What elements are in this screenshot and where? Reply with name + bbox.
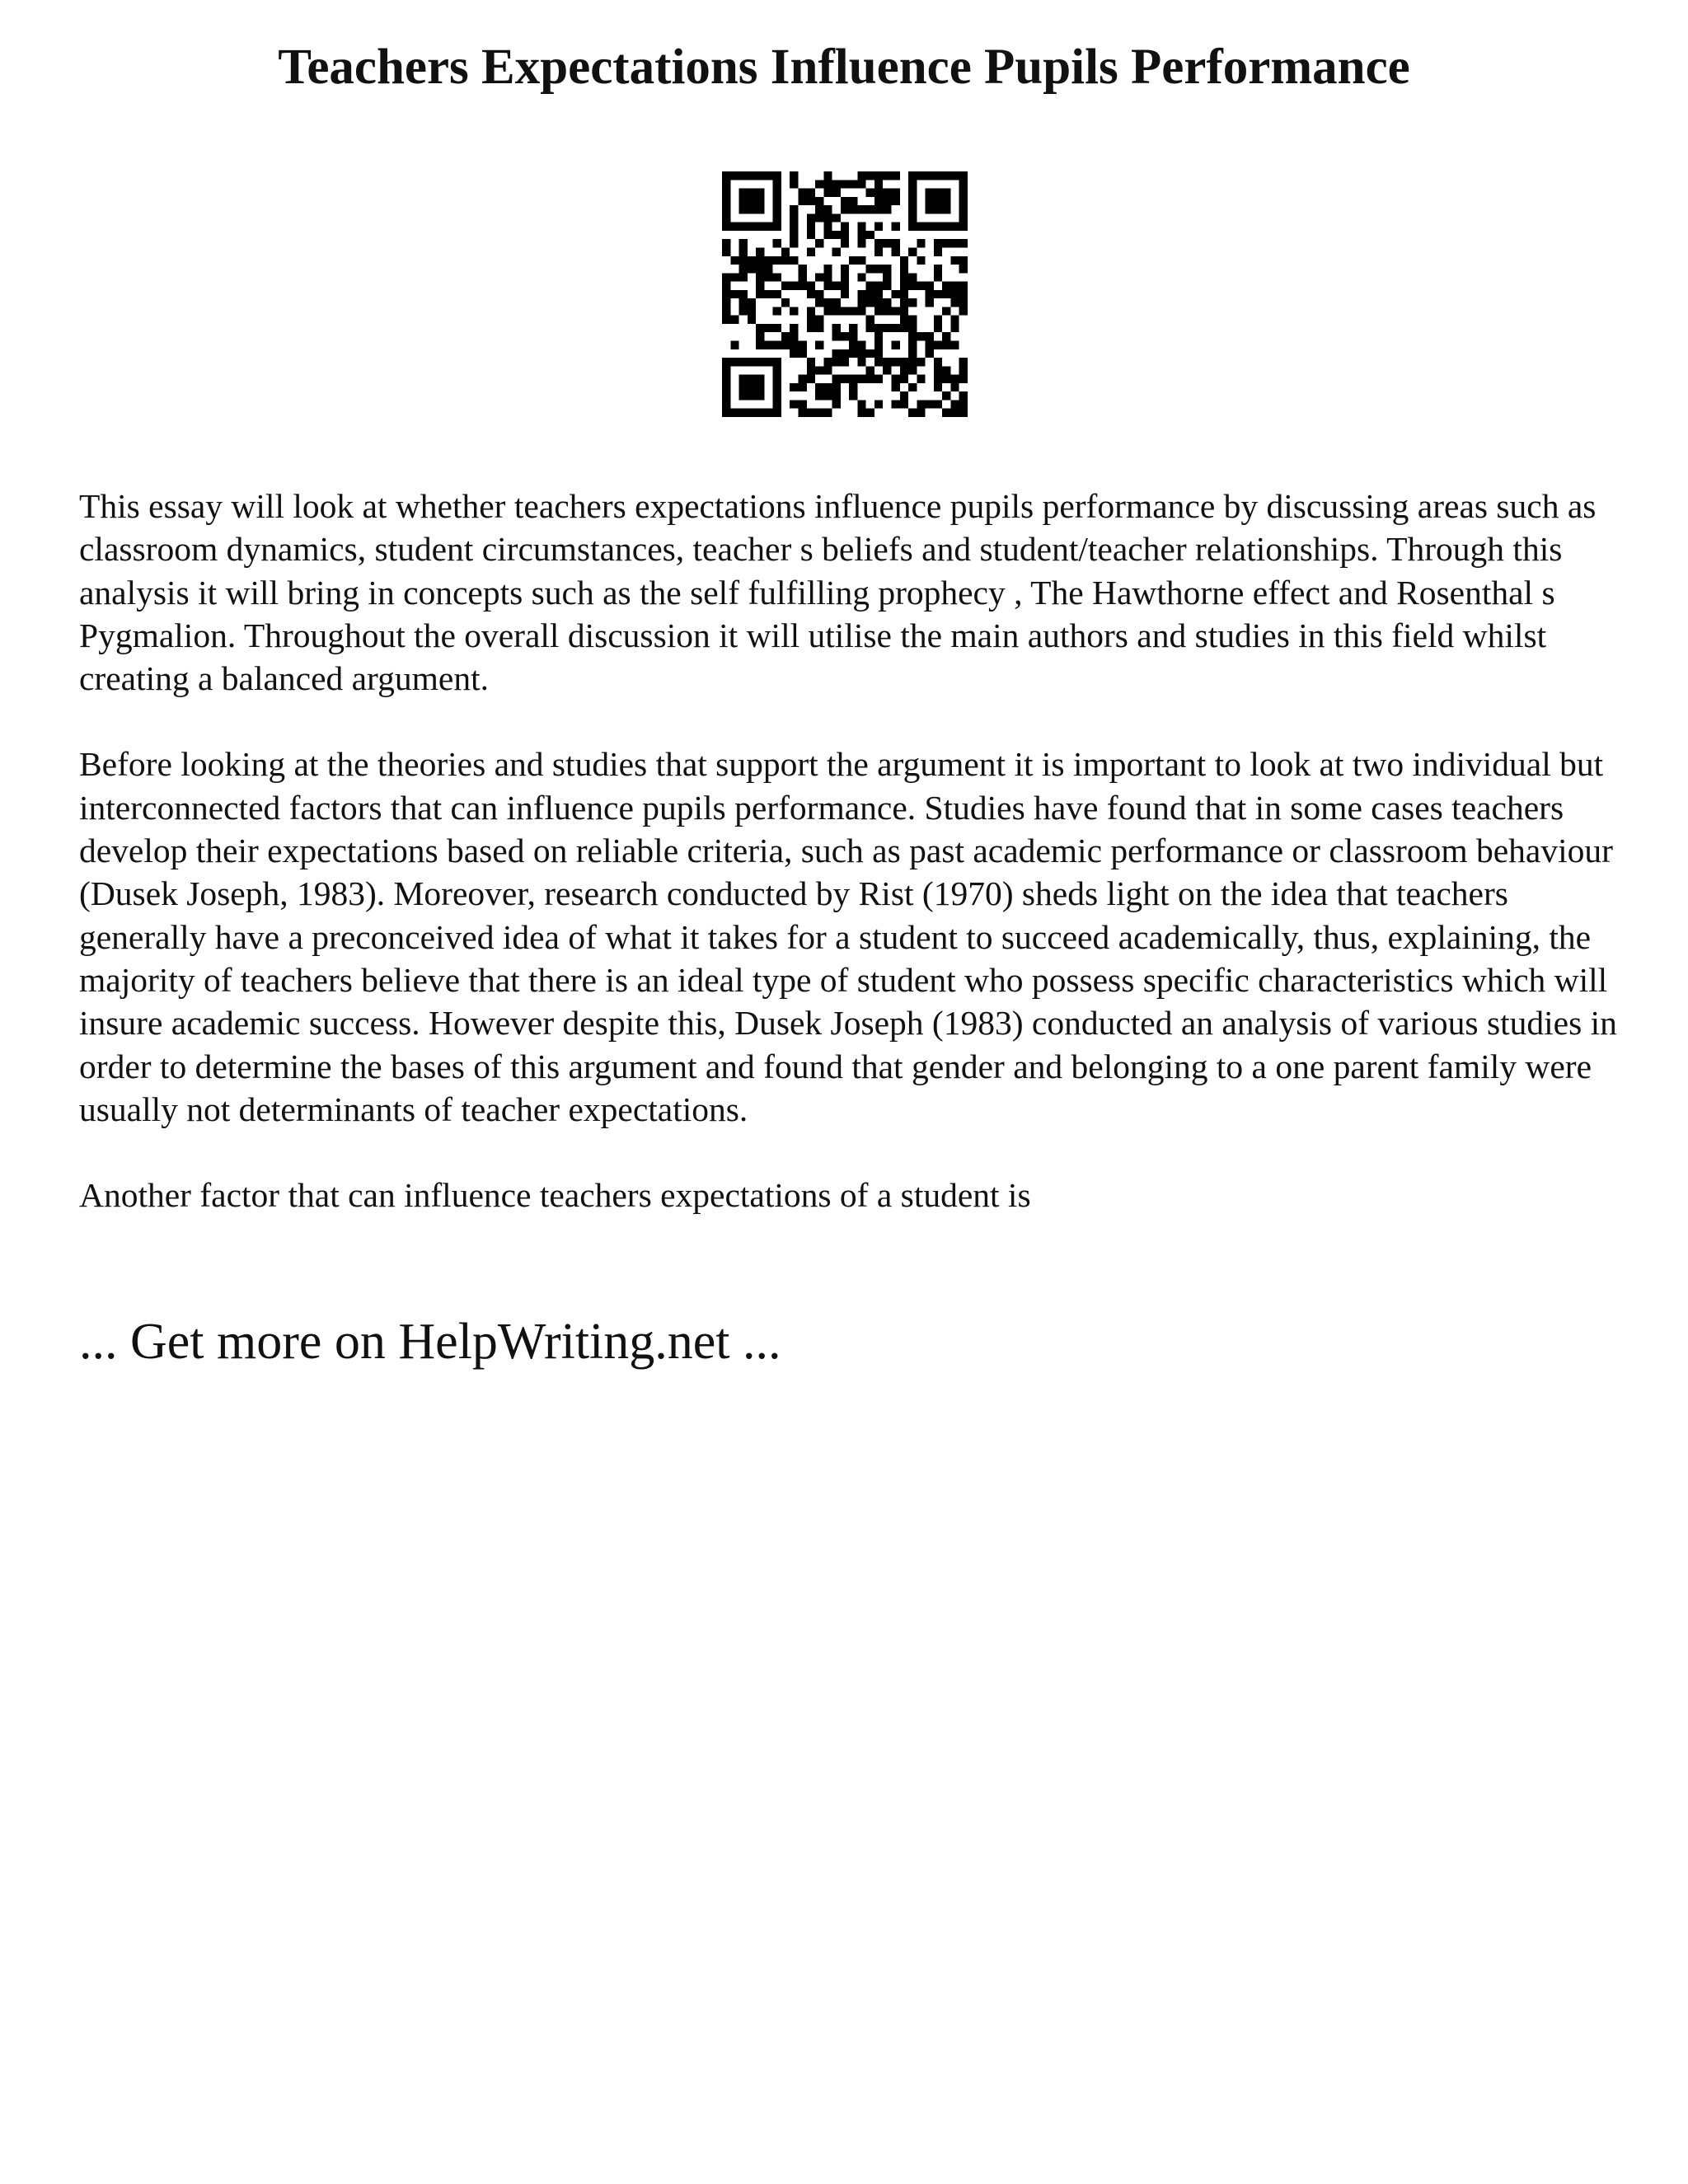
paragraph-another-factor: Another factor that can influence teachers expectations of a student is (79, 1176, 1031, 1215)
paragraph-factors: Before looking at the theories and studies that support the argument it is important to look at two individual but interconnected factors that can influence pupils performance. Studies have found that in some cases teachers develop their expectations based on reliable criteria, such as past academic performance or classroom behaviour (Dusek Joseph, 1983). Moreover, research conducted by Rist (1970) sheds light on the idea that teachers generally have a preconceived idea of what it takes for a student to succeed academically, thus, explaining, the majority of teachers believe that there is an ideal type of student who possess specific characteristics which will insure academic success. However despite this, Dusek Joseph (1983) conducted an analysis of various studies in order to determine the bases of this argument and found that gender and belonging to a one parent family were usually not determinants of teacher expectations. (79, 745, 1617, 1128)
get-more-link[interactable]: ... Get more on HelpWriting.net ... (79, 1314, 781, 1370)
paragraph-intro: This essay will look at whether teachers expectations influence pupils performance by discussing areas such as classroom dynamics, student circumstances, teacher s beliefs and student/teacher relationships. Through this analysis it will bring in concepts such as the self fulfilling prophecy , The Hawthorne effect and Rosenthal s Pygmalion. Throughout the overall discussion it will utilise the main authors and studies in this field whilst creating a balanced argument. (79, 487, 1597, 698)
qr-code (722, 171, 968, 417)
document-title: Teachers Expectations Influence Pupils Performance (278, 40, 1410, 95)
essay-body (79, 485, 1629, 1259)
